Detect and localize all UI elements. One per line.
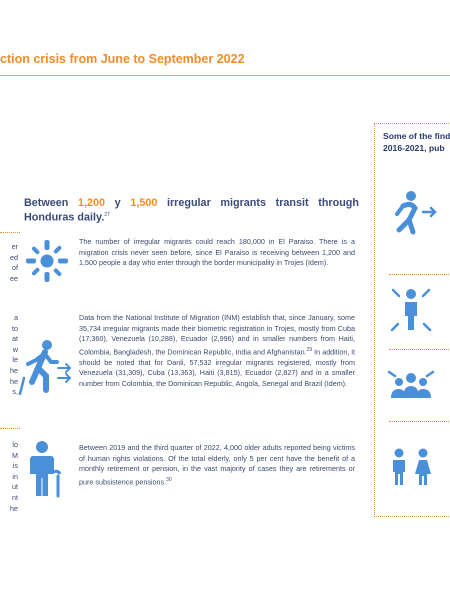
paragraph: The number of irregular migrants could reach 180,000 in El Paraiso. There is a migration crisis never seen before, since El Paraiso is receiving between 1,200 and 1,500 people a day who enter through the border municipality in Trojes (Idem). bbox=[79, 237, 355, 268]
left-column-fragment: a to at w le he he s, bbox=[10, 313, 18, 397]
paragraph: Between 2019 and the third quarter of 2022, 4,000 older adults reported being victims of human rights violations. Of the total elderly, only 5 per cent have the benefit of a monthly retirement or pension, in the vast majority of cases they are retirements or pure subsistence pensions.$^{30}$ bbox=[79, 443, 355, 487]
group-people-icon bbox=[387, 364, 435, 400]
headline: Between 1,200 y 1,500 irregular migrants transit through Honduras daily.$^{27}$ bbox=[24, 197, 359, 224]
findings-sidebar bbox=[374, 123, 450, 517]
walking-person-arrows-icon bbox=[18, 338, 74, 396]
sidebar-separator bbox=[389, 274, 450, 275]
person-alert-icon bbox=[389, 286, 433, 334]
title-rule bbox=[0, 75, 450, 76]
paragraph: Data from the National Institute of Migration (INM) establish that, since January, some 35,734 irregular migrants made their biometric registration in Trojes, mostly from Cuba (17,360), Venezuela (10,288), Ecuador (2,996) and in smaller numbers from Haiti, Colombia, Bangladesh, the Dominican Republic, India and Afghanistan.$^{29}$ In addition, it should be noted that for Danli, 57,532 irregular migrants registered, mostly from Venezuela (31,309), Cuba (13,363), Haiti (3,815), Ecuador (2,827) and in a smaller number from Colombia, the Dominican Republic, Angola, Senegal and Brazil (Idem). bbox=[79, 313, 355, 388]
sidebar-separator bbox=[389, 349, 450, 350]
headline-number: 1,500 bbox=[130, 197, 158, 209]
sidebar-heading: Some of the find 2016-2021, pub bbox=[383, 131, 450, 153]
left-column-fragment: lo M is in ut nt he bbox=[10, 440, 18, 513]
headline-number: 1,200 bbox=[78, 197, 106, 209]
man-woman-icon bbox=[387, 448, 437, 486]
left-separator bbox=[0, 428, 20, 429]
left-separator bbox=[0, 232, 20, 233]
person-running-arrow-icon bbox=[391, 190, 437, 236]
left-column-fragment: er ed of ee bbox=[10, 242, 18, 283]
footnote-ref: 29 bbox=[306, 346, 313, 353]
page-title: ction crisis from June to September 2022 bbox=[0, 52, 245, 66]
sidebar-separator bbox=[389, 421, 450, 422]
footnote-ref: 27 bbox=[104, 212, 110, 218]
burst-icon bbox=[24, 238, 70, 284]
elderly-person-cane-icon bbox=[24, 440, 68, 498]
footnote-ref: 30 bbox=[166, 476, 172, 483]
